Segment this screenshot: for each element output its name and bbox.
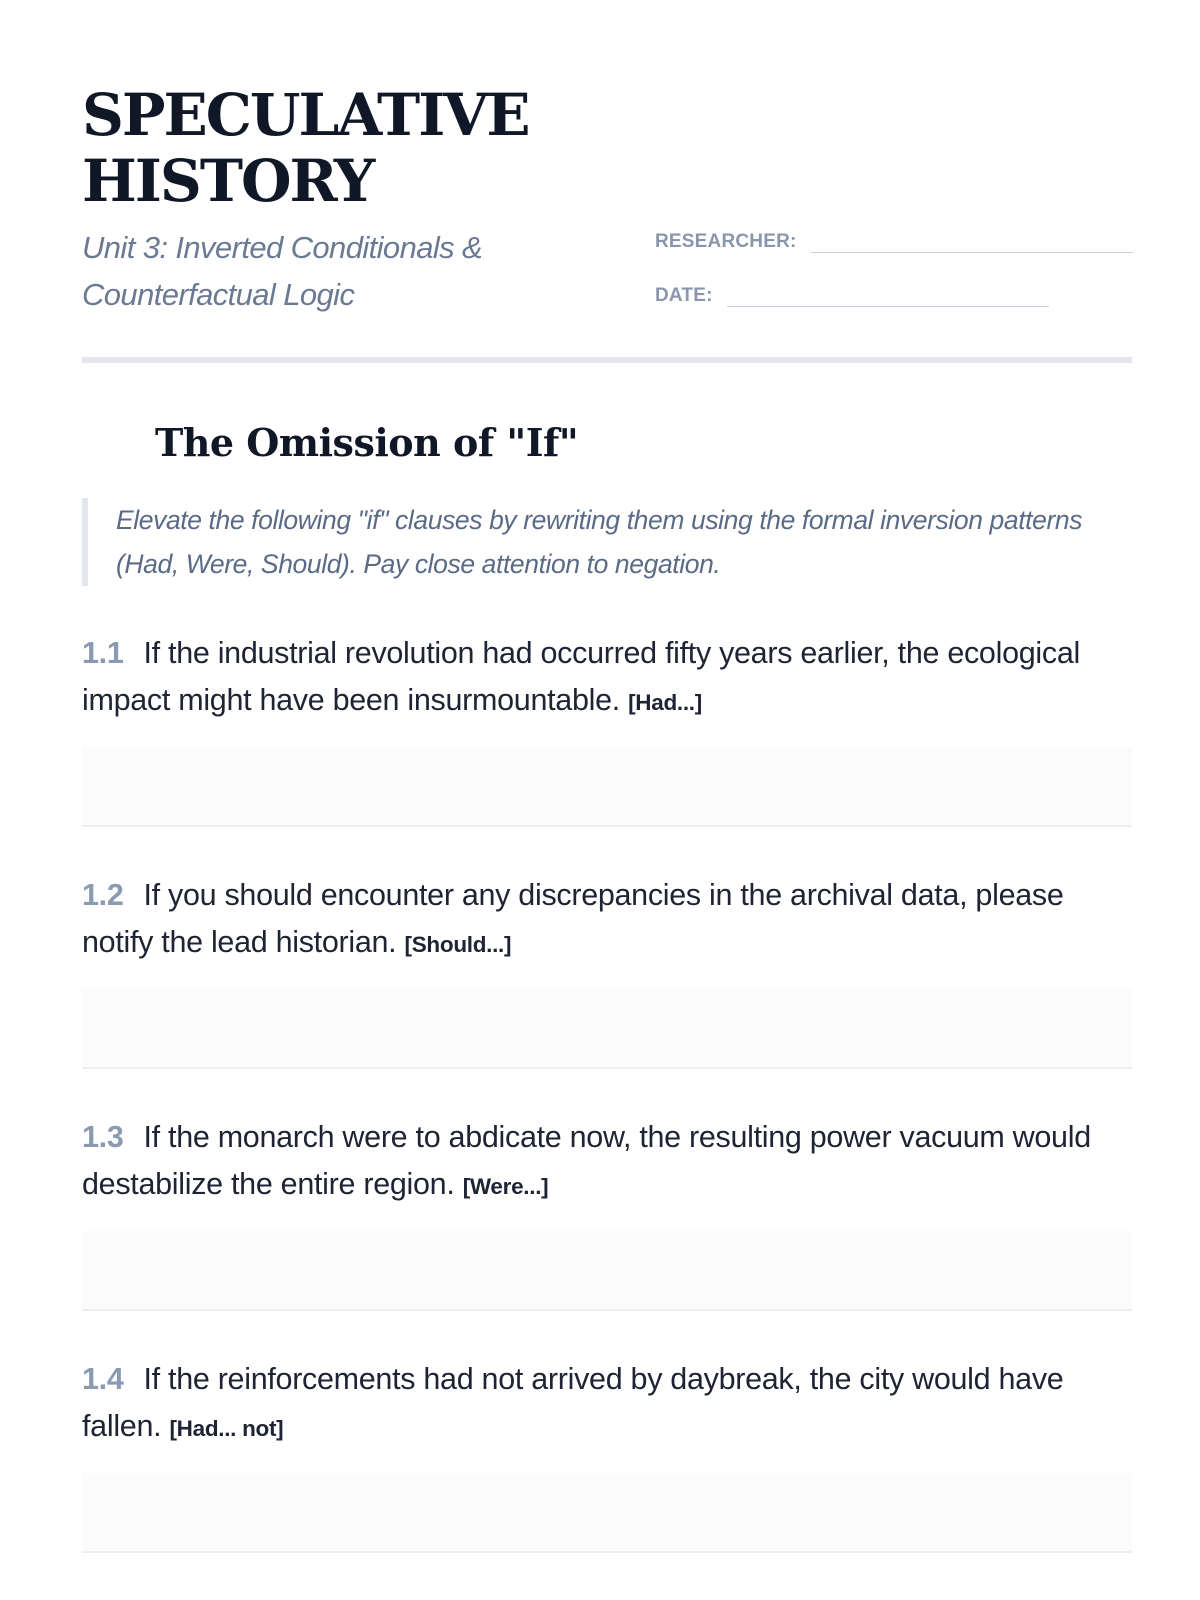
question-item <box>82 1356 1132 1553</box>
answer-box[interactable] <box>82 989 1132 1069</box>
question-text-block <box>82 872 1132 968</box>
question-text-block <box>82 1114 1132 1210</box>
date-input-line[interactable] <box>727 280 1049 307</box>
question-item <box>82 630 1132 827</box>
question-text: If the reinforcements had not arrived by daybreak, the city would have fallen. <box>82 1362 1064 1443</box>
question-text-block <box>82 1356 1132 1452</box>
page-title: SPECULATIVE HISTORY <box>82 81 529 215</box>
date-label: DATE: <box>655 285 713 306</box>
question-hint: [Had... not] <box>169 1416 284 1441</box>
answer-box[interactable] <box>82 747 1132 827</box>
instructions-blockquote: Elevate the following "if" clauses by rewriting them using the formal inversion patterns (Had, Were, Should). Pay close attention to negation. <box>82 498 1132 586</box>
question-item <box>82 1114 1132 1311</box>
question-number: 1.2 <box>82 878 124 912</box>
answer-box[interactable] <box>82 1231 1132 1311</box>
question-hint: [Were...] <box>462 1174 549 1199</box>
question-number: 1.3 <box>82 1120 124 1154</box>
question-hint: [Had...] <box>628 690 702 715</box>
question-hint: [Should...] <box>404 932 512 957</box>
researcher-field <box>655 226 1133 253</box>
question-text: If you should encounter any discrepancies in the archival data, please notify the lead historian. <box>82 878 1064 959</box>
question-text: If the monarch were to abdicate now, the resulting power vacuum would destabilize the entire region. <box>82 1120 1091 1201</box>
question-text-block <box>82 630 1132 726</box>
question-number: 1.4 <box>82 1362 124 1396</box>
date-field <box>655 280 1049 307</box>
question-text: If the industrial revolution had occurred fifty years earlier, the ecological impact might have been insurmountable. <box>82 636 1080 717</box>
researcher-input-line[interactable] <box>811 226 1133 253</box>
researcher-label: RESEARCHER: <box>655 231 797 252</box>
question-number: 1.1 <box>82 636 124 670</box>
header-divider <box>82 357 1132 363</box>
section-title: The Omission of "If" <box>155 420 579 465</box>
question-item <box>82 872 1132 1069</box>
page-subtitle: Unit 3: Inverted Conditionals & Counterfactual Logic <box>82 230 483 312</box>
answer-box[interactable] <box>82 1473 1132 1553</box>
